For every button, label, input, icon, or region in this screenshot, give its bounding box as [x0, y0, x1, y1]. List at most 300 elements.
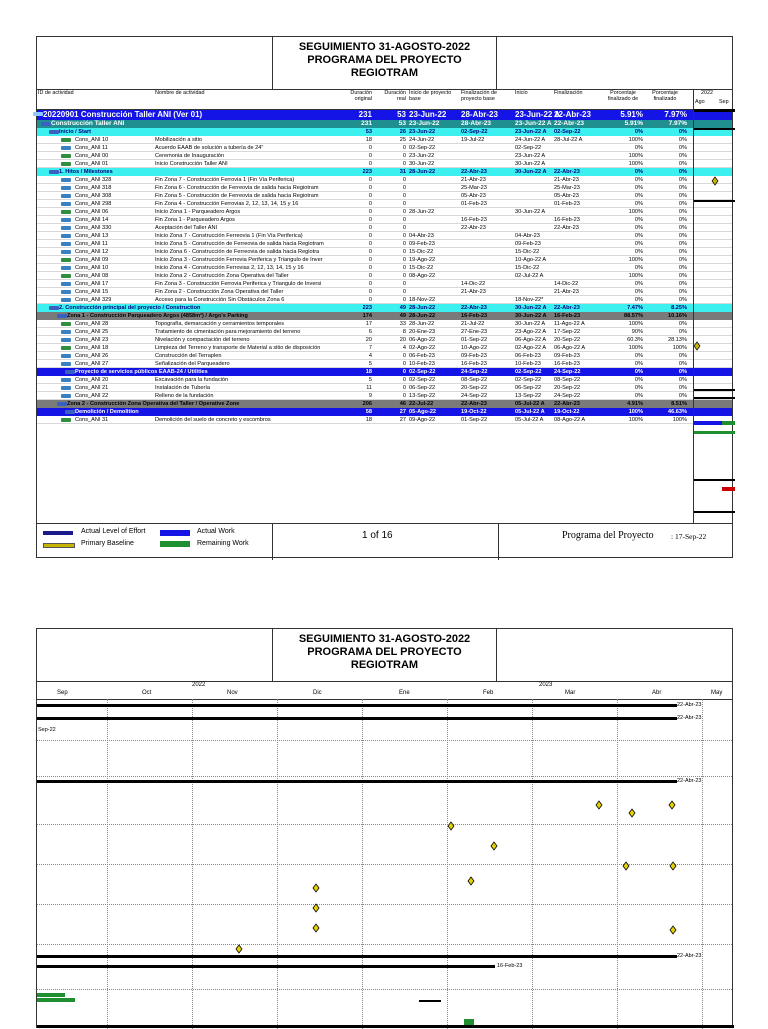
activity-row[interactable] — [37, 328, 732, 336]
cell-f: 11-Ago-22 A — [554, 321, 585, 327]
activity-id: Inicio / Start — [59, 129, 92, 135]
month-may: May — [711, 690, 723, 696]
activity-name: Inicio Zona 4 - Construcción Ferrovias 2, 12, 13, 14, 15 y 16 — [155, 265, 304, 271]
cell-o: 17 — [365, 321, 372, 327]
cell-s: 02-Ago-22 A — [515, 345, 547, 351]
legend-swatch-baseline — [43, 543, 75, 548]
activity-id: Cons_ANI 01 — [75, 161, 109, 167]
cell-p1: 0% — [634, 129, 643, 135]
legend-swatch-remaining — [160, 541, 190, 547]
cell-fb: 02-Sep-22 — [461, 129, 488, 135]
col-year: 2022 — [701, 90, 713, 96]
activity-row[interactable] — [37, 376, 732, 384]
activity-id: Cons_ANI 328 — [75, 177, 112, 183]
activity-id: Cons_ANI 318 — [75, 185, 112, 191]
column-headers — [37, 89, 732, 110]
cell-f: 25-Mar-23 — [554, 185, 580, 191]
wbs-row[interactable] — [37, 128, 732, 136]
activity-id: Cons_ANI 26 — [75, 353, 109, 359]
cell-s: 05-Jul-22 A — [515, 409, 545, 415]
cell-sb: 06-Ago-22 — [409, 337, 436, 343]
wbs-row[interactable] — [37, 168, 732, 176]
cell-f: 24-Sep-22 — [554, 369, 581, 375]
cell-p2: 0% — [678, 385, 687, 391]
cell-s: 30-Jun-22 A — [515, 305, 547, 311]
activity-row[interactable] — [37, 184, 732, 192]
activity-row[interactable] — [37, 248, 732, 256]
cell-r: 0 — [402, 265, 406, 271]
activity-row[interactable] — [37, 200, 732, 208]
activity-row[interactable] — [37, 136, 732, 144]
gantt-construction-bar — [694, 389, 735, 391]
milestone-diamond-icon — [313, 924, 319, 932]
activity-id: Cons_ANI 28 — [75, 321, 109, 327]
cell-f: 06-Ago-22 A — [554, 345, 586, 351]
cell-r: 0 — [402, 257, 406, 263]
col-pct-done: Porcentaje finalizado — [652, 90, 678, 102]
milestone-diamond-icon — [313, 884, 319, 892]
activity-id: Cons_ANI 10 — [75, 137, 109, 143]
cell-r: 0 — [402, 273, 406, 279]
gantt-start-bar — [694, 128, 735, 130]
cell-fb: 10-Ago-22 — [461, 345, 488, 351]
activity-name: Inicio Zona 7 - Construcción Ferreovia 1 (Fin Vía Periferica) — [155, 233, 303, 239]
activity-row[interactable] — [37, 272, 732, 280]
activity-icon — [61, 394, 71, 398]
month-oct: Oct — [142, 690, 152, 696]
cell-o: 0 — [368, 209, 372, 215]
cell-p2: 0% — [678, 393, 687, 399]
title-line-1: SEGUIMIENTO 31-AGOSTO-2022 — [298, 633, 471, 645]
activity-id: Cons_ANI 09 — [75, 257, 109, 263]
cell-sb: 23-Jun-22 — [409, 129, 436, 135]
cell-r: 0 — [402, 209, 406, 215]
activity-name: Fin Zona 6 - Construcción de Ferreovia de salida hacia Regiotram — [155, 185, 319, 191]
gantt-project-bar — [37, 704, 677, 707]
activity-id: Proyecto de servicios públicos EAAB-24 / Utilities — [75, 369, 208, 375]
activity-row[interactable] — [37, 216, 732, 224]
activity-icon — [61, 178, 71, 182]
cell-p2: 0% — [678, 153, 687, 159]
cell-s: 02-Jul-22 A — [515, 273, 544, 279]
wbs-row[interactable] — [37, 110, 732, 120]
activity-row[interactable] — [37, 288, 732, 296]
activity-name: Acuerdo EAAB de solución a tubería de 24" — [155, 145, 264, 151]
cell-s: 18-Nov-22* — [515, 297, 544, 303]
activity-id: Cons_ANI 23 — [75, 337, 109, 343]
gantt-remaining-bar — [694, 431, 735, 434]
cell-o: 0 — [368, 217, 372, 223]
activity-id: Cons_ANI 18 — [75, 345, 109, 351]
cell-fb: 21-Jul-22 — [461, 321, 485, 327]
cell-f: 22-Abr-23 — [554, 225, 579, 231]
activity-row[interactable] — [37, 296, 732, 304]
cell-o: 0 — [368, 281, 372, 287]
gantt-construction-bar — [37, 955, 677, 958]
col-month-sep: Sep — [719, 99, 729, 105]
wbs-icon — [49, 170, 59, 174]
activity-row[interactable] — [37, 336, 732, 344]
cell-p2: 0% — [678, 257, 687, 263]
cell-o: 20 — [365, 337, 372, 343]
report-footer — [37, 523, 732, 560]
month-sep: Sep — [57, 690, 68, 696]
activity-name: Fin Zona 5 - Construcción de Ferreovia de salida hacia Regiotram — [155, 193, 319, 199]
cell-s: 23-Jun-22 A — [515, 153, 546, 159]
wbs-row[interactable] — [37, 120, 732, 128]
cell-r: 0 — [402, 177, 406, 183]
gantt-zona1-bar — [694, 397, 735, 399]
cell-o: 0 — [368, 201, 372, 207]
cell-s: 05-Jul-22 A — [515, 401, 545, 407]
activity-row[interactable] — [37, 416, 732, 424]
gantt-zona2-bar — [37, 1025, 734, 1028]
activity-icon — [61, 418, 71, 422]
date-label: 22-Abr-23 — [677, 778, 702, 784]
cell-p2: 0% — [678, 193, 687, 199]
cell-sb: 15-Dic-22 — [409, 265, 434, 271]
year-2023: 2023 — [539, 682, 553, 688]
activity-row[interactable] — [37, 144, 732, 152]
activity-icon — [61, 282, 71, 286]
cell-r: 0 — [402, 249, 406, 255]
cell-f: 16-Feb-23 — [554, 217, 580, 223]
cell-f: 22-Abr-23 — [554, 110, 591, 119]
cell-o: 18 — [365, 369, 372, 375]
activity-icon — [61, 330, 71, 334]
cell-f: 17-Sep-22 — [554, 329, 581, 335]
cell-o: 58 — [365, 409, 372, 415]
cell-r: 49 — [399, 305, 406, 311]
activity-name: Fin Zona 3 - Construcción Ferrovia Periferica y Triangulo de Inversi — [155, 281, 322, 287]
cell-o: 0 — [368, 153, 372, 159]
activity-row[interactable] — [37, 192, 732, 200]
cell-p2: 0% — [678, 361, 687, 367]
cell-r: 0 — [402, 361, 406, 367]
cell-p2: 46.63% — [668, 409, 687, 415]
activity-id: Cons_ANI 329 — [75, 297, 112, 303]
activity-row[interactable] — [37, 224, 732, 232]
activity-row[interactable] — [37, 152, 732, 160]
cell-sb: 08-Ago-22 — [409, 273, 436, 279]
activity-row[interactable] — [37, 256, 732, 264]
activity-row[interactable] — [37, 208, 732, 216]
cell-fb: 21-Abr-23 — [461, 289, 486, 295]
activity-id: Zona 1 - Construcción Parqueadero Argos (4858m²) / Argo's Parking — [67, 313, 248, 319]
wbs-row[interactable] — [37, 400, 732, 408]
milestone-diamond-icon — [629, 809, 635, 817]
milestone-diamond-icon — [313, 904, 319, 912]
activity-id: Cons_ANI 14 — [75, 217, 109, 223]
date-label: 22-Abr-23 — [677, 953, 702, 959]
activity-id: 20220901 Construcción Taller ANI (Ver 01) — [43, 110, 203, 119]
cell-p1: 0% — [634, 369, 643, 375]
cell-s: 10-Feb-23 — [515, 361, 541, 367]
activity-name: Topografía, demarcación y cerramientos temporales — [155, 321, 285, 327]
activity-id: Cons_ANI 11 — [75, 145, 108, 151]
cell-o: 7 — [368, 345, 372, 351]
cell-sb: 28-Jun-22 — [409, 305, 436, 311]
cell-o: 6 — [368, 329, 372, 335]
activity-id: Demolición / Demolition — [75, 409, 139, 415]
folder-icon — [33, 112, 43, 116]
cell-p1: 100% — [628, 273, 643, 279]
report-page-1 — [36, 36, 733, 558]
wbs-row[interactable] — [37, 304, 732, 312]
activity-id: Cons_ANI 11 — [75, 241, 108, 247]
cell-p2: 0% — [678, 329, 687, 335]
gantt-remaining-bar — [37, 993, 65, 997]
cell-p1: 5.91% — [620, 110, 643, 119]
cell-f: 09-Feb-23 — [554, 353, 580, 359]
cell-p1: 0% — [634, 185, 643, 191]
milestone-diamond-icon — [712, 177, 718, 185]
gantt-critical-bar — [722, 487, 735, 491]
gantt-hitos-bar — [694, 200, 735, 202]
cell-s: 23-Jun-22 A — [515, 110, 561, 119]
cell-r: 0 — [402, 289, 406, 295]
col-dur-real: Duración real — [384, 90, 406, 102]
activity-name: Instalación de Tubería — [155, 385, 211, 391]
activity-row[interactable] — [37, 344, 732, 352]
date-label: 22-Abr-23 — [677, 702, 702, 708]
activity-row[interactable] — [37, 392, 732, 400]
month-abr: Abr — [652, 690, 662, 696]
cell-p2: 0% — [678, 233, 687, 239]
cell-p2: 0% — [678, 369, 687, 375]
activity-name: Inicio Zona 3 - Construcción Ferrovia Periferica y Triangulo de Inver — [155, 257, 323, 263]
col-month-aug: Ago — [695, 99, 705, 105]
cell-sb: 30-Jun-22 — [409, 161, 435, 167]
month-dic: Dic — [313, 690, 322, 696]
cell-p2: 7.97% — [668, 120, 687, 127]
cell-r: 31 — [399, 169, 406, 175]
activity-id: Cons_ANI 20 — [75, 377, 109, 383]
cell-p2: 8.51% — [671, 401, 687, 407]
cell-sb: 23-Jun-22 — [409, 110, 447, 119]
cell-p1: 0% — [634, 217, 643, 223]
legend-swatch-actual — [160, 530, 190, 536]
cell-o: 231 — [361, 120, 372, 127]
activity-icon — [61, 354, 71, 358]
cell-p1: 0% — [634, 233, 643, 239]
cell-s: 30-Jun-22 A — [515, 313, 547, 319]
cell-sb: 19-Ago-22 — [409, 257, 436, 263]
activity-name: Acceso para la Construcción Sin Obstáculos Zona 6 — [155, 297, 285, 303]
cell-o: 18 — [365, 137, 372, 143]
cell-s: 10-Ago-22 A — [515, 257, 547, 263]
year-2022: 2022 — [192, 682, 206, 688]
cell-p2: 28.13% — [668, 337, 687, 343]
activity-row[interactable] — [37, 240, 732, 248]
cell-r: 20 — [399, 337, 406, 343]
footer-title: Programa del Proyecto — [562, 530, 654, 541]
activity-id: Cons_ANI 330 — [75, 225, 112, 231]
report-header — [37, 37, 732, 90]
cell-f: 16-Feb-23 — [554, 313, 581, 319]
wbs-row[interactable] — [37, 368, 732, 376]
activity-name: Señalización del Parqueadero — [155, 361, 230, 367]
wbs-row[interactable] — [37, 408, 732, 416]
cell-o: 9 — [368, 393, 372, 399]
cell-p2: 0% — [678, 185, 687, 191]
cell-fb: 22-Abr-23 — [461, 305, 487, 311]
activity-row[interactable] — [37, 320, 732, 328]
activity-row[interactable] — [37, 360, 732, 368]
cell-p1: 0% — [634, 177, 643, 183]
activity-row[interactable] — [37, 264, 732, 272]
activity-name: Fin Zona 1 - Parqueadero Argos — [155, 217, 235, 223]
cell-p1: 100% — [628, 209, 643, 215]
cell-sb: 28-Jun-22 — [409, 209, 435, 215]
cell-p1: 5.91% — [624, 120, 643, 127]
milestone-diamond-icon — [670, 926, 676, 934]
cell-fb: 09-Feb-23 — [461, 353, 487, 359]
cell-p1: 0% — [634, 225, 643, 231]
cell-r: 27 — [399, 417, 406, 423]
date-label: 16-Feb-23 — [497, 963, 523, 969]
activity-id: Cons_ANI 12 — [75, 249, 109, 255]
month-mar: Mar — [565, 690, 576, 696]
cell-r: 53 — [397, 110, 406, 119]
cell-p2: 0% — [678, 201, 687, 207]
cell-p1: 0% — [634, 377, 643, 383]
activity-row[interactable] — [37, 232, 732, 240]
activity-row[interactable] — [37, 352, 732, 360]
cell-fb: 14-Dic-22 — [461, 281, 486, 287]
cell-p1: 0% — [634, 265, 643, 271]
activity-id: Zona 2 - Construcción Zona Operativa del Taller / Operative Zone — [67, 401, 240, 407]
cell-fb: 19-Oct-22 — [461, 409, 487, 415]
activity-id: Cons_ANI 06 — [75, 209, 109, 215]
cell-o: 0 — [368, 145, 372, 151]
cell-r: 0 — [402, 161, 406, 167]
cell-p2: 0% — [678, 217, 687, 223]
cell-o: 0 — [368, 193, 372, 199]
cell-f: 19-Oct-22 — [554, 409, 580, 415]
cell-f: 24-Sep-22 — [554, 393, 581, 399]
wbs-icon — [49, 130, 59, 134]
activity-id: Cons_ANI 298 — [75, 201, 112, 207]
cell-r: 0 — [402, 193, 406, 199]
activity-name: Aceptación del Taller ANI — [155, 225, 218, 231]
activity-name: Excavación para la fundación — [155, 377, 229, 383]
milestone-diamond-icon — [491, 842, 497, 850]
activity-name: Inicio Zona 1 - Parqueadero Argos — [155, 209, 241, 215]
cell-p2: 0% — [678, 249, 687, 255]
cell-p1: 0% — [634, 361, 643, 367]
activity-id: Cons_ANI 13 — [75, 233, 109, 239]
milestone-diamond-icon — [669, 801, 675, 809]
cell-fb: 22-Abr-23 — [461, 401, 487, 407]
cell-p1: 0% — [634, 193, 643, 199]
gantt-utilities-bar — [694, 479, 735, 481]
cell-p1: 0% — [634, 353, 643, 359]
col-start-base: Inicio de proyecto base — [409, 90, 452, 102]
cell-o: 231 — [358, 110, 372, 119]
cell-r: 0 — [402, 217, 406, 223]
cell-s: 23-Jun-22 A — [515, 120, 552, 127]
activity-icon — [61, 202, 71, 206]
cell-r: 0 — [402, 353, 406, 359]
cell-o: 0 — [368, 185, 372, 191]
cell-s: 23-Ago-22 A — [515, 329, 547, 335]
cell-r: 0 — [402, 153, 406, 159]
activity-id: Cons_ANI 08 — [75, 273, 109, 279]
cell-p1: 0% — [634, 241, 643, 247]
gantt-hitos-bar — [37, 780, 677, 783]
activity-row[interactable] — [37, 384, 732, 392]
cell-o: 0 — [368, 161, 372, 167]
cell-r: 0 — [402, 185, 406, 191]
activity-id: Cons_ANI 17 — [75, 281, 109, 287]
cell-r: 0 — [402, 281, 406, 287]
activity-id: Cons_ANI 308 — [75, 193, 112, 199]
activity-icon — [61, 186, 71, 190]
cell-o: 174 — [362, 313, 372, 319]
activity-name: Relleno de la fundación — [155, 393, 214, 399]
wbs-icon — [57, 402, 67, 406]
col-dur-orig: Duración original — [350, 90, 372, 102]
cell-p2: 0% — [678, 209, 687, 215]
cell-fb: 01-Feb-23 — [461, 201, 487, 207]
cell-p2: 0% — [678, 289, 687, 295]
activity-icon — [61, 274, 71, 278]
activity-id: Cons_ANI 10 — [75, 265, 109, 271]
wbs-row[interactable] — [37, 312, 732, 320]
activity-name: Inicio Zona 2 - Construcción Zona Operativa del Taller — [155, 273, 289, 279]
activity-icon — [61, 162, 71, 166]
cell-p2: 10.16% — [668, 313, 687, 319]
cell-o: 5 — [368, 377, 372, 383]
report-title — [272, 37, 497, 89]
activity-icon — [61, 298, 71, 302]
title-line-3: REGIOTRAM — [350, 67, 419, 79]
cell-o: 53 — [365, 129, 372, 135]
milestone-diamond-icon — [623, 862, 629, 870]
gantt-wbs-bar — [37, 717, 677, 720]
cell-p1: 100% — [628, 409, 643, 415]
milestone-diamond-icon — [694, 342, 700, 350]
gantt-remaining-bar — [37, 998, 75, 1002]
activity-row[interactable] — [37, 176, 732, 184]
col-name: Nombre de actividad — [155, 90, 205, 96]
cell-fb: 05-Abr-23 — [461, 193, 486, 199]
col-id: ID de actividad — [38, 90, 74, 96]
activity-row[interactable] — [37, 280, 732, 288]
cell-r: 26 — [399, 129, 406, 135]
cell-p2: 100% — [672, 345, 687, 351]
cell-f: 08-Sep-22 — [554, 377, 581, 383]
cell-p1: 0% — [634, 297, 643, 303]
cell-p2: 7.97% — [664, 110, 687, 119]
cell-o: 223 — [362, 305, 372, 311]
activity-id: Construcción Taller ANI — [51, 120, 125, 127]
cell-o: 5 — [368, 361, 372, 367]
activity-row[interactable] — [37, 160, 732, 168]
cell-p1: 4.91% — [627, 401, 643, 407]
cell-fb: 28-Abr-23 — [461, 120, 491, 127]
cell-p2: 0% — [678, 321, 687, 327]
wbs-icon — [65, 370, 75, 374]
cell-fb: 16-Feb-23 — [461, 361, 487, 367]
cell-s: 05-Jul-22 A — [515, 417, 544, 423]
cell-o: 0 — [368, 177, 372, 183]
cell-fb: 22-Abr-23 — [461, 225, 486, 231]
activity-icon — [61, 338, 71, 342]
activity-icon — [61, 234, 71, 238]
cell-fb: 19-Jul-22 — [461, 137, 485, 143]
